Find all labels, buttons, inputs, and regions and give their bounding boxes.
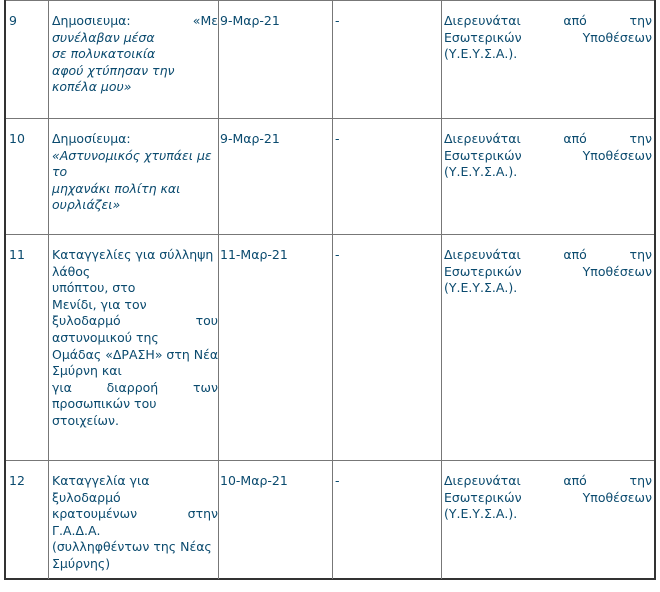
row-status bbox=[444, 473, 652, 523]
description-line: «Αστυνομικός χτυπάει με bbox=[52, 147, 212, 163]
column-divider bbox=[48, 235, 49, 461]
status-word: Υποθέσεων bbox=[582, 147, 652, 163]
column-divider bbox=[441, 235, 442, 461]
status-line: (Υ.Ε.Υ.Σ.Α.). bbox=[444, 164, 518, 180]
status-word: Διερευνάται bbox=[444, 473, 521, 488]
row-number: 12 bbox=[9, 473, 25, 488]
row-placeholder: - bbox=[335, 13, 340, 28]
description-word: για bbox=[52, 379, 72, 395]
status-word: Διερευνάται bbox=[444, 247, 521, 262]
status-line bbox=[444, 490, 652, 507]
description-line bbox=[52, 506, 218, 523]
description-word: του bbox=[195, 313, 218, 329]
status-word: την bbox=[629, 131, 652, 146]
status-word: Εσωτερικών bbox=[444, 147, 522, 163]
column-divider bbox=[441, 461, 442, 579]
description-line bbox=[52, 313, 218, 330]
column-divider bbox=[218, 1, 219, 119]
table-row bbox=[6, 118, 654, 235]
status-line: (Υ.Ε.Υ.Σ.Α.). bbox=[444, 280, 518, 296]
column-divider bbox=[48, 1, 49, 119]
description-word: των bbox=[193, 379, 218, 395]
row-placeholder: - bbox=[335, 247, 340, 262]
column-divider bbox=[332, 235, 333, 461]
row-description bbox=[52, 247, 218, 430]
row-number: 9 bbox=[9, 13, 17, 28]
row-date: 10-Μαρ-21 bbox=[220, 473, 288, 488]
row-number: 11 bbox=[9, 247, 25, 262]
column-divider bbox=[218, 235, 219, 461]
description-line: συνέλαβαν μέσα bbox=[52, 29, 155, 45]
description-line bbox=[52, 13, 218, 30]
status-word: Υποθέσεων bbox=[582, 489, 652, 505]
description-word: ξυλοδαρμό bbox=[52, 313, 121, 329]
status-word: Εσωτερικών bbox=[444, 263, 522, 279]
status-line: (Υ.Ε.Υ.Σ.Α.). bbox=[444, 506, 518, 522]
table-row bbox=[6, 460, 654, 579]
column-divider bbox=[441, 1, 442, 119]
description-line: ουρλιάζει» bbox=[52, 197, 121, 213]
column-divider bbox=[48, 119, 49, 235]
row-description bbox=[52, 131, 218, 214]
description-word: στην bbox=[187, 506, 218, 522]
description-word: Δημοσιευμα: bbox=[52, 13, 131, 28]
description-line: Δημοσίευμα: bbox=[52, 131, 131, 146]
row-placeholder: - bbox=[335, 473, 340, 488]
table-row bbox=[6, 234, 654, 461]
description-line: υπόπτου, στο bbox=[52, 280, 136, 296]
description-word: διαρροή bbox=[106, 379, 159, 395]
description-line bbox=[52, 380, 218, 397]
description-word: «Με bbox=[192, 13, 218, 28]
status-line: (Υ.Ε.Υ.Σ.Α.). bbox=[444, 46, 518, 62]
table-row bbox=[6, 0, 654, 119]
description-line: στοιχείων. bbox=[52, 412, 119, 428]
status-word: Διερευνάται bbox=[444, 131, 521, 146]
status-word: Διερευνάται bbox=[444, 13, 521, 28]
description-line: Καταγγελία για bbox=[52, 473, 150, 488]
row-status bbox=[444, 247, 652, 297]
status-word: Εσωτερικών bbox=[444, 29, 522, 45]
status-line bbox=[444, 30, 652, 47]
description-line: λάθος bbox=[52, 263, 91, 279]
status-line bbox=[444, 473, 652, 490]
status-line bbox=[444, 13, 652, 30]
row-date: 11-Μαρ-21 bbox=[220, 247, 288, 262]
incidents-table bbox=[4, 0, 656, 580]
column-divider bbox=[218, 119, 219, 235]
status-word: την bbox=[629, 247, 652, 262]
status-word: Υποθέσεων bbox=[582, 263, 652, 279]
description-line: Μενίδι, για τον bbox=[52, 296, 147, 312]
row-date: 9-Μαρ-21 bbox=[220, 131, 280, 146]
description-line: το bbox=[52, 164, 68, 180]
description-line: μηχανάκι πολίτη και bbox=[52, 180, 181, 196]
status-word: από bbox=[563, 13, 587, 28]
description-word: κρατουμένων bbox=[52, 506, 138, 522]
status-line bbox=[444, 148, 652, 165]
description-line: Σμύρνης) bbox=[52, 555, 111, 571]
row-status bbox=[444, 13, 652, 63]
description-line: αφού χτύπησαν την bbox=[52, 62, 175, 78]
description-line: σε πολυκατοικία bbox=[52, 46, 156, 62]
row-description bbox=[52, 473, 218, 573]
description-line: (συλληφθέντων της Νέας bbox=[52, 539, 212, 555]
status-line bbox=[444, 264, 652, 281]
row-description bbox=[52, 13, 218, 96]
description-line: Σμύρνη και bbox=[52, 363, 122, 379]
row-number: 10 bbox=[9, 131, 25, 146]
description-line: Καταγγελίες για σύλληψη bbox=[52, 247, 214, 262]
description-line: Γ.Α.Δ.Α. bbox=[52, 522, 101, 538]
status-line bbox=[444, 247, 652, 264]
column-divider bbox=[332, 1, 333, 119]
status-line bbox=[444, 131, 652, 148]
status-word: την bbox=[629, 13, 652, 28]
column-divider bbox=[48, 461, 49, 579]
status-word: από bbox=[563, 131, 587, 146]
column-divider bbox=[218, 461, 219, 579]
column-divider bbox=[332, 119, 333, 235]
description-line: κοπέλα μου» bbox=[52, 79, 132, 95]
description-line: προσωπικών του bbox=[52, 396, 157, 412]
column-divider bbox=[332, 461, 333, 579]
description-line: αστυνομικού της bbox=[52, 329, 159, 345]
status-word: από bbox=[563, 247, 587, 262]
description-line: ξυλοδαρμό bbox=[52, 489, 121, 505]
column-divider bbox=[441, 119, 442, 235]
row-placeholder: - bbox=[335, 131, 340, 146]
row-status bbox=[444, 131, 652, 181]
status-word: Υποθέσεων bbox=[582, 29, 652, 45]
status-word: την bbox=[629, 473, 652, 488]
description-line: Ομάδας «ΔΡΑΣΗ» στη Νέα bbox=[52, 346, 219, 362]
row-date: 9-Μαρ-21 bbox=[220, 13, 280, 28]
status-word: από bbox=[563, 473, 587, 488]
status-word: Εσωτερικών bbox=[444, 489, 522, 505]
